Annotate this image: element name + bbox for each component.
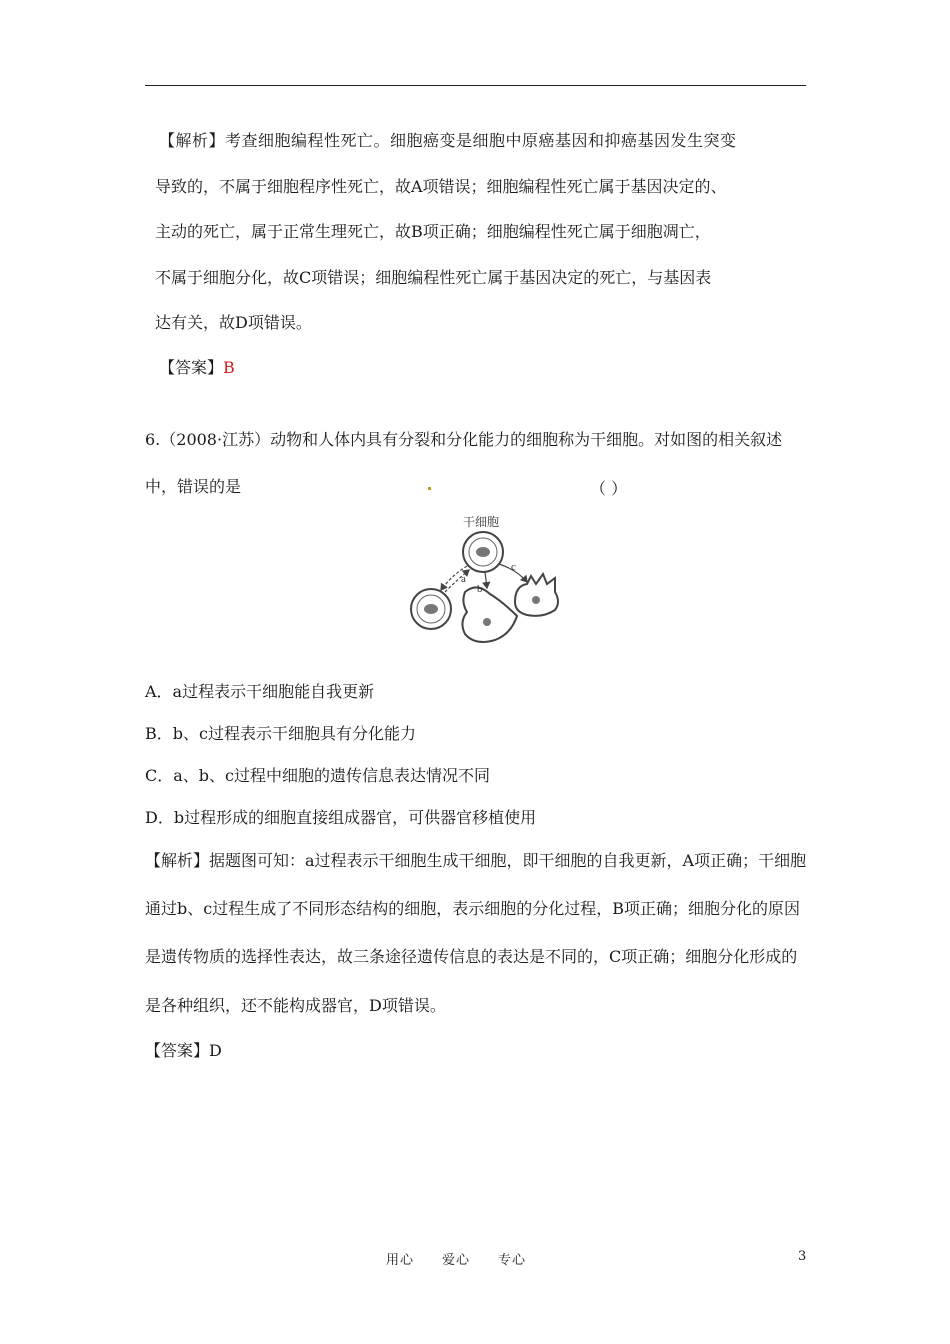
prev-analysis-line-1: 【解析】考查细胞编程性死亡。细胞癌变是细胞中原癌基因和抑癌基因发生突变	[159, 131, 737, 150]
prev-answer-value: B	[223, 358, 235, 377]
stray-mark	[428, 487, 431, 490]
analysis-line-1: 【解析】据题图可知：a过程表示干细胞生成干细胞，即干细胞的自我更新，A项正确；干细胞	[145, 851, 807, 870]
footer-item-2: 爱心	[442, 1253, 471, 1268]
option-b: B．b、c过程表示干细胞具有分化能力	[145, 724, 416, 743]
footer-motto	[386, 1249, 554, 1268]
footer-item-3: 专心	[498, 1253, 527, 1268]
label-b: b	[477, 583, 483, 595]
differentiated-cell-b	[462, 587, 517, 642]
answer-parentheses: （ ）	[590, 479, 628, 498]
page-number: 3	[798, 1249, 807, 1264]
option-c: C．a、b、c过程中细胞的遗传信息表达情况不同	[145, 766, 490, 785]
prev-answer-label: 【答案】	[159, 358, 224, 377]
stem-cell-left	[411, 589, 451, 629]
prev-analysis-line-4: 不属于细胞分化，故C项错误；细胞编程性死亡属于基因决定的死亡，与基因表	[155, 268, 712, 287]
question-line-2: 中，错误的是	[145, 477, 242, 496]
label-a: a	[461, 573, 466, 585]
prev-analysis-line-2: 导致的，不属于细胞程序性死亡，故A项错误；细胞编程性死亡属于基因决定的、	[155, 177, 727, 196]
label-c: c	[511, 561, 516, 573]
question-line-1: 6.（2008·江苏）动物和人体内具有分裂和分化能力的细胞称为干细胞。对如图的相关叙述	[145, 430, 783, 449]
differentiated-cell-c	[515, 574, 558, 616]
analysis-line-3: 是遗传物质的选择性表达，故三条途径遗传信息的表达是不同的，C项正确；细胞分化形成的	[145, 947, 798, 966]
answer: 【答案】D	[145, 1041, 222, 1060]
analysis-line-2: 通过b、c过程生成了不同形态结构的细胞，表示细胞的分化过程，B项正确；细胞分化的原因	[145, 899, 800, 918]
footer-item-1: 用心	[386, 1253, 415, 1268]
prev-analysis-line-3: 主动的死亡，属于正常生理死亡，故B项正确；细胞编程性死亡属于细胞凋亡，	[155, 222, 711, 241]
stem-cell-top	[463, 532, 503, 572]
header-rule	[145, 85, 806, 86]
diagram-title: 干细胞	[463, 515, 500, 529]
analysis-line-4: 是各种组织，还不能构成器官，D项错误。	[145, 996, 446, 1015]
stem-cell-diagram	[405, 512, 585, 647]
option-d: D．b过程形成的细胞直接组成器官，可供器官移植使用	[145, 808, 537, 827]
option-a: A．a过程表示干细胞能自我更新	[145, 682, 375, 701]
prev-analysis-line-5: 达有关，故D项错误。	[155, 313, 312, 332]
prev-answer	[159, 358, 235, 378]
